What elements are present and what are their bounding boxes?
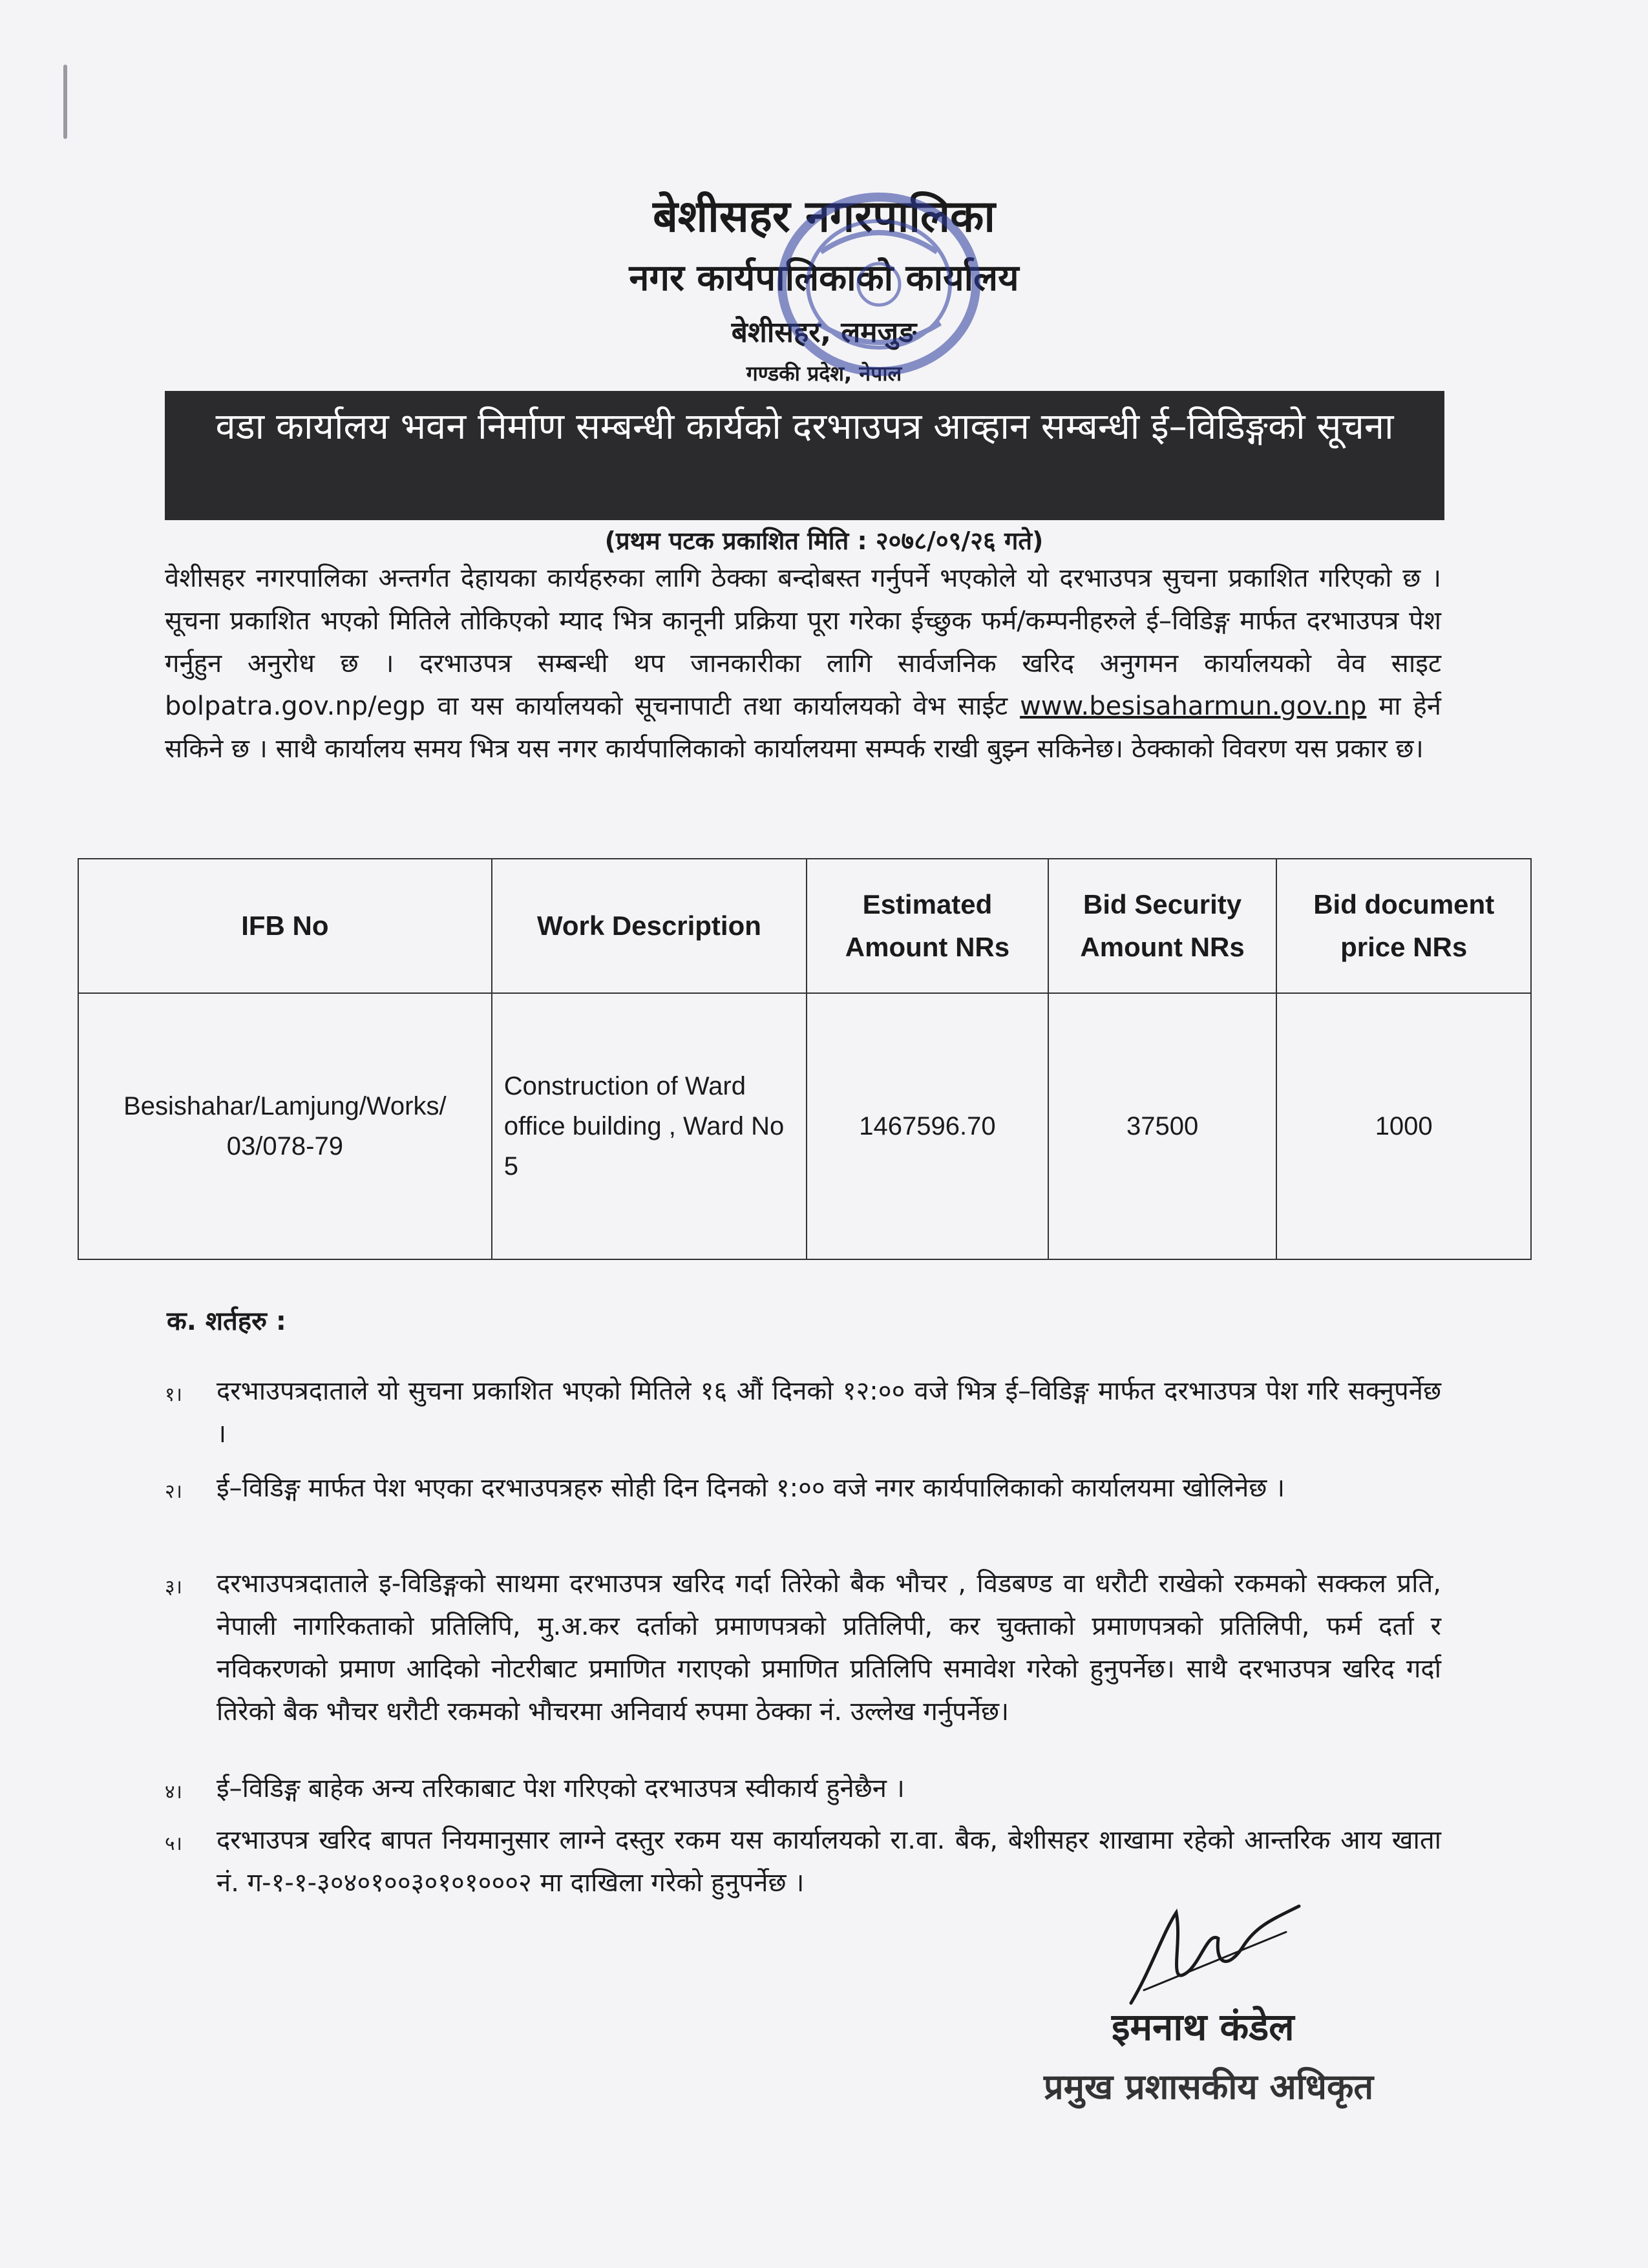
condition-text: ई–विडिङ्ग बाहेक अन्य तरिकाबाट पेश गरिएको दरभाउपत्र स्वीकार्य हुनेछैन । bbox=[217, 1774, 905, 1803]
condition-item bbox=[165, 1819, 1441, 1904]
publish-date: (प्रथम पटक प्रकाशित मिति : २०७८/०९/२६ गते) bbox=[604, 527, 1044, 555]
cell-estimated-amount: 1467596.70 bbox=[807, 993, 1048, 1259]
condition-number: १। bbox=[165, 1383, 182, 1406]
cell-work-description: Construction of Ward office building , Ward No 5 bbox=[492, 993, 807, 1259]
cell-bid-security: 37500 bbox=[1048, 993, 1277, 1259]
province-line: गण्डकी प्रदेश, नेपाल bbox=[746, 361, 902, 386]
condition-text: दरभाउपत्र खरिद बापत नियमानुसार लाग्ने दस्तुर रकम यस कार्यालयको रा.वा. बैक, बेशीसहर शाखामा रहेको आन्तरिक आय खाता नं. ग-१-१-३०४०१००३०१०१०००२ मा दाखिला गरेको हुनुपर्नेछ । bbox=[217, 1825, 1441, 1898]
condition-number: ३। bbox=[165, 1576, 182, 1599]
header-work-description: Work Description bbox=[492, 859, 807, 993]
org-name: बेशीसहर नगरपालिका bbox=[653, 191, 995, 242]
office-name: नगर कार्यपालिकाको कार्यालय bbox=[629, 257, 1019, 299]
office-seal-stamp bbox=[756, 174, 1002, 388]
condition-item bbox=[165, 1562, 1441, 1733]
notice-banner-title: वडा कार्यालय भवन निर्माण सम्बन्धी कार्यको दरभाउपत्र आव्हान सम्बन्धी ई–विडिङ्गको सूचना bbox=[165, 391, 1444, 520]
condition-text: ई–विडिङ्ग मार्फत पेश भएका दरभाउपत्रहरु सोही दिन दिनको १:०० वजे नगर कार्यपालिकाको कार्यालयमा खोलिनेछ । bbox=[217, 1473, 1285, 1503]
intro-text-part3: मा हेर्न सकिने छ । साथै कार्यालय समय भित्र यस नगर कार्यपालिकाको कार्यालयमा सम्पर्क राखी बुझ्न सकिनेछ। ठेक्काको विवरण यस प्रकार छ। bbox=[165, 691, 1441, 764]
cell-ifb-no: Besishahar/Lamjung/Works/ 03/078-79 bbox=[78, 993, 492, 1259]
condition-text: दरभाउपत्रदाताले इ-विडिङ्गको साथमा दरभाउपत्र खरिद गर्दा तिरेको बैक भौचर , विडबण्ड वा धरौटी राखेको रकमको सक्कल प्रति, नेपाली नागरिकताको प्रतिलिपि, मु.अ.कर दर्ताको प्रमाणपत्रको प्रतिलिपी, कर चुक्ताको प्रमाणपत्रको प्रतिलिपी, फर्म दर्ता र नविकरणको प्रमाण आदिको नोटरीबाट प्रमाणित गराएको प्रमाणित प्रतिलिपि समावेश गरेको हुनुपर्नेछ। साथै दरभाउपत्र खरिद गर्दा तिरेको बैक भौचर धरौटी रकमको भौचरमा अनिवार्य रुपमा ठेक्का नं. उल्लेख गर्नुपर्नेछ। bbox=[217, 1569, 1441, 1727]
condition-item bbox=[165, 1467, 1441, 1513]
header-bid-security: Bid Security Amount NRs bbox=[1048, 859, 1277, 993]
intro-paragraph bbox=[165, 557, 1441, 770]
header-bid-document-price: Bid document price NRs bbox=[1276, 859, 1531, 993]
intro-text-part1: वेशीसहर नगरपालिका अन्तर्गत देहायका कार्यहरुका लागि ठेक्का बन्दोबस्त गर्नुपर्ने भएकोले यो दरभाउपत्र सुचना प्रकाशित गरिएको छ । सूचना प्रकाशित भएको मितिले तोकिएको म्याद भित्र कानूनी प्रक्रिया पूरा गरेका ईच्छुक फर्म/कम्पनीहरुले ई–विडिङ्ग मार्फत दरभाउपत्र पेश गर्नुहुन अनुरोध छ । दरभाउपत्र सम्बन्धी थप जानकारीका लागि सार्वजनिक खरिद अनुगमन कार्यालयको वेव साइट bbox=[165, 563, 1441, 678]
page-edge-mark bbox=[63, 65, 67, 139]
condition-number: ५। bbox=[165, 1832, 182, 1855]
condition-item bbox=[165, 1767, 1441, 1814]
condition-number: २। bbox=[165, 1480, 182, 1503]
office-location: बेशीसहर, लमजुङ bbox=[731, 316, 917, 349]
signatory-name: इमनाथ कंडेल bbox=[1112, 2005, 1294, 2049]
header-ifb-no: IFB No bbox=[78, 859, 492, 993]
condition-item bbox=[165, 1370, 1441, 1455]
table-row bbox=[78, 993, 1531, 1259]
cell-bid-document-price: 1000 bbox=[1276, 993, 1531, 1259]
table-header-row bbox=[78, 859, 1531, 993]
ifb-table bbox=[78, 858, 1532, 1260]
condition-text: दरभाउपत्रदाताले यो सुचना प्रकाशित भएको मितिले १६ औं दिनको १२:०० वजे भित्र ई–विडिङ्ग मार्फत दरभाउपत्र पेश गरि सक्नुपर्नेछ । bbox=[217, 1376, 1441, 1449]
signatory-title: प्रमुख प्रशासकीय अधिकृत bbox=[1044, 2066, 1374, 2107]
municipality-website-link: www.besisaharmun.gov.np bbox=[1020, 691, 1367, 721]
header-estimated-amount: Estimated Amount NRs bbox=[807, 859, 1048, 993]
condition-number: ४। bbox=[165, 1781, 182, 1803]
intro-text-part2: वा यस कार्यालयको सूचनापाटी तथा कार्यालयको वेभ साईट bbox=[425, 691, 1020, 721]
egp-site-link: bolpatra.gov.np/egp bbox=[165, 691, 425, 721]
conditions-heading: क. शर्तहरु : bbox=[167, 1307, 286, 1336]
